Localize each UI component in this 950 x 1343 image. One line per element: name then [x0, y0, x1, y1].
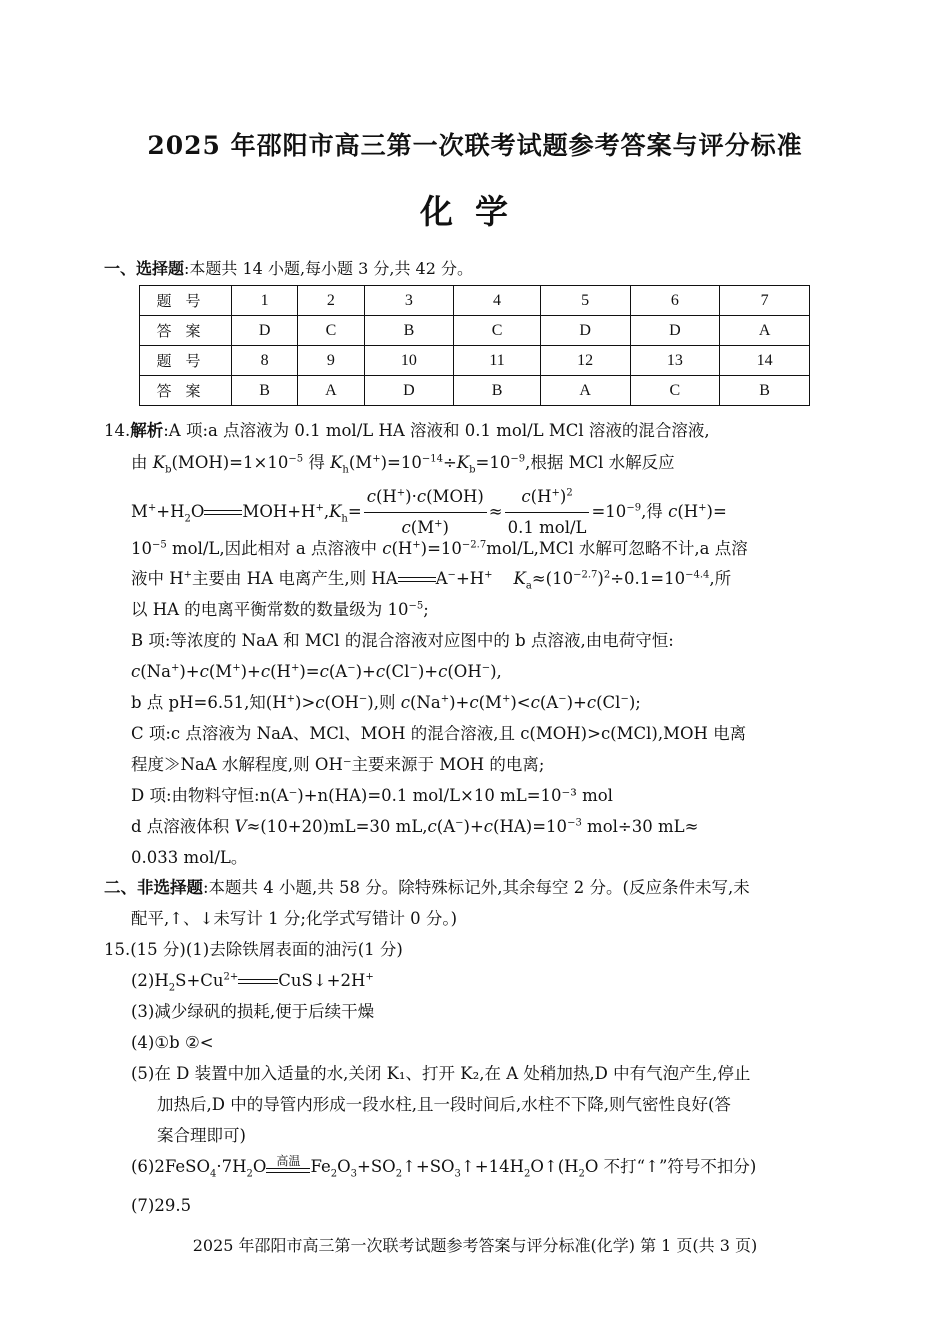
- table-row: [140, 346, 810, 376]
- table-cell: 6: [630, 286, 720, 316]
- table-cell: 12: [540, 346, 630, 376]
- table-cell: B: [454, 376, 541, 406]
- table-cell: 3: [364, 286, 454, 316]
- equals-sign-icon: [238, 977, 278, 987]
- q15-part-4: (4)①b ②<: [131, 1033, 214, 1052]
- page-title: 2025 年邵阳市高三第一次联考试题参考答案与评分标准: [147, 131, 803, 160]
- q14-line-4: $10^{-5}$ mol/L,因此相对 a 点溶液中 $c(H^+)=10^{-2.7}mol/L,MCl$ 水解可忽略不计,a 点溶: [131, 539, 748, 558]
- table-cell: 4: [454, 286, 541, 316]
- q15-part-5a: (5)在 D 装置中加入适量的水,关闭 K₁、打开 K₂,在 A 处稍加热,D 中有气泡产生,停止: [131, 1064, 751, 1083]
- table-cell: 2: [298, 286, 364, 316]
- q15-part-1: 15.(15 分)(1)去除铁屑表面的油污(1 分): [104, 940, 403, 959]
- table-cell: 13: [630, 346, 720, 376]
- page-footer: 2025 年邵阳市高三第一次联考试题参考答案与评分标准(化学) 第 1 页(共 3 页): [192, 1236, 758, 1255]
- table-cell: A: [540, 376, 630, 406]
- reaction-condition: 高温: [266, 1155, 310, 1179]
- table-header-no: 题号: [140, 286, 232, 316]
- subject-title: 化学: [420, 192, 530, 231]
- section-2-desc-2: 配平,↑、↓未写计 1 分;化学式写错计 0 分。): [131, 909, 458, 928]
- q14-line-6: 以 HA 的电离平衡常数的数量级为 $10^{-5}$;: [131, 600, 429, 619]
- q14-line-13: d 点溶液体积 V≈(10+20)mL=30 $mL,c(A^-)+c(HA)=10^{-3}$ mol÷30 mL≈: [131, 817, 699, 836]
- table-cell: 5: [540, 286, 630, 316]
- q14-line-1: 14.解析:A 项:a 点溶液为 0.1 mol/L HA 溶液和 0.1 mol/L MCl 溶液的混合溶液,: [104, 421, 710, 440]
- q14-line-8: c(Na+)+c(M+)+c(H+)=c(A−)+c(Cl−)+c(OH−),: [131, 662, 502, 681]
- q14-line-14: 0.033 mol/L。: [131, 848, 248, 867]
- table-cell: 1: [232, 286, 298, 316]
- section-2-label: 二、非选择题: [104, 878, 203, 897]
- section-2-desc: :本题共 4 小题,共 58 分。除特殊标记外,其余每空 2 分。(反应条件未写,未: [203, 878, 750, 897]
- table-cell: D: [540, 316, 630, 346]
- table-cell: B: [232, 376, 298, 406]
- q15-part-7: (7)29.5: [131, 1196, 192, 1215]
- q15-part-5c: 案合理即可): [157, 1126, 246, 1145]
- equilibrium-arrow-icon: [204, 508, 242, 518]
- table-row: [140, 286, 810, 316]
- section-1-label: 一、选择题: [104, 259, 185, 278]
- q14-line-7: B 项:等浓度的 NaA 和 MCl 的混合溶液对应图中的 b 点溶液,由电荷守恒:: [131, 631, 674, 650]
- table-cell: C: [630, 376, 720, 406]
- table-header-no: 题号: [140, 346, 232, 376]
- table-cell: 7: [720, 286, 810, 316]
- q14-line-3: $M^++H_2O$ $MOH+H^+,K_h=$ $\frac{c(H^+)\cdot c(MOH)}{c(M^+)}$ ≈ $\frac{c(H^+)^2}{\text{0.1 mol/L}}$ $=10^{-9}$,得 c(H+)=: [131, 484, 727, 541]
- table-row: [140, 316, 810, 346]
- table-row: [140, 376, 810, 406]
- q15-part-6: $(6)2FeSO_4\cdot 7H_2O$ 高温 $Fe_2O_3+SO_2↑+SO_3↑+14H_2O↑(H_2O$ 不打“↑”符号不扣分): [131, 1154, 757, 1180]
- section-1-desc: :本题共 14 小题,每小题 3 分,共 42 分。: [184, 259, 473, 278]
- table-cell: C: [454, 316, 541, 346]
- q14-line-11: 程度≫NaA 水解程度,则 OH⁻主要来源于 MOH 的电离;: [131, 755, 545, 774]
- table-cell: 14: [720, 346, 810, 376]
- section-2-heading: [104, 878, 750, 898]
- q14-line-2: 由 $K_b(MOH)=1\times 10^{-5}$ 得 $K_h(M^+)=10^{-14}\div K_b=10^{-9}$,根据 MCl 水解反应: [131, 453, 675, 476]
- table-cell: A: [298, 376, 364, 406]
- table-cell: 8: [232, 346, 298, 376]
- q15-part-5b: 加热后,D 中的导管内形成一段水柱,且一段时间后,水柱不下降,则气密性良好(答: [157, 1095, 731, 1114]
- q14-line-12: D 项:由物料守恒:n(A⁻)+n(HA)=0.1 mol/L×10 mL=10⁻³ mol: [131, 786, 613, 805]
- q14-line-5: 液中 H+主要由 HA 电离产生,则 HA A−+H+ $K_a\approx(10^{-2.7})^2\div 0.1=10^{-4.4}$,所: [131, 569, 732, 592]
- table-cell: B: [364, 316, 454, 346]
- table-cell: D: [630, 316, 720, 346]
- q15-part-2: $(2)H_2S+Cu^{2+}$ CuS↓+2H+: [131, 971, 374, 994]
- table-header-ans: 答案: [140, 376, 232, 406]
- table-cell: B: [720, 376, 810, 406]
- table-cell: 9: [298, 346, 364, 376]
- table-cell: 10: [364, 346, 454, 376]
- q14-line-9: b 点 pH=6.51,知(H+)>c(OH−),则 c(Na+)+c(M+)<c(A−)+c(Cl−);: [131, 693, 641, 712]
- table-cell: D: [364, 376, 454, 406]
- table-cell: D: [232, 316, 298, 346]
- table-cell: A: [720, 316, 810, 346]
- section-1-heading: [104, 256, 473, 279]
- table-cell: C: [298, 316, 364, 346]
- q14-line-10: C 项:c 点溶液为 NaA、MCl、MOH 的混合溶液,且 c(MOH)>c(MCl),MOH 电离: [131, 724, 747, 743]
- table-cell: 11: [454, 346, 541, 376]
- table-header-ans: 答案: [140, 316, 232, 346]
- q15-part-3: (3)减少绿矾的损耗,便于后续干燥: [131, 1002, 375, 1021]
- equilibrium-arrow-icon: [398, 575, 436, 585]
- answer-table: [139, 285, 810, 406]
